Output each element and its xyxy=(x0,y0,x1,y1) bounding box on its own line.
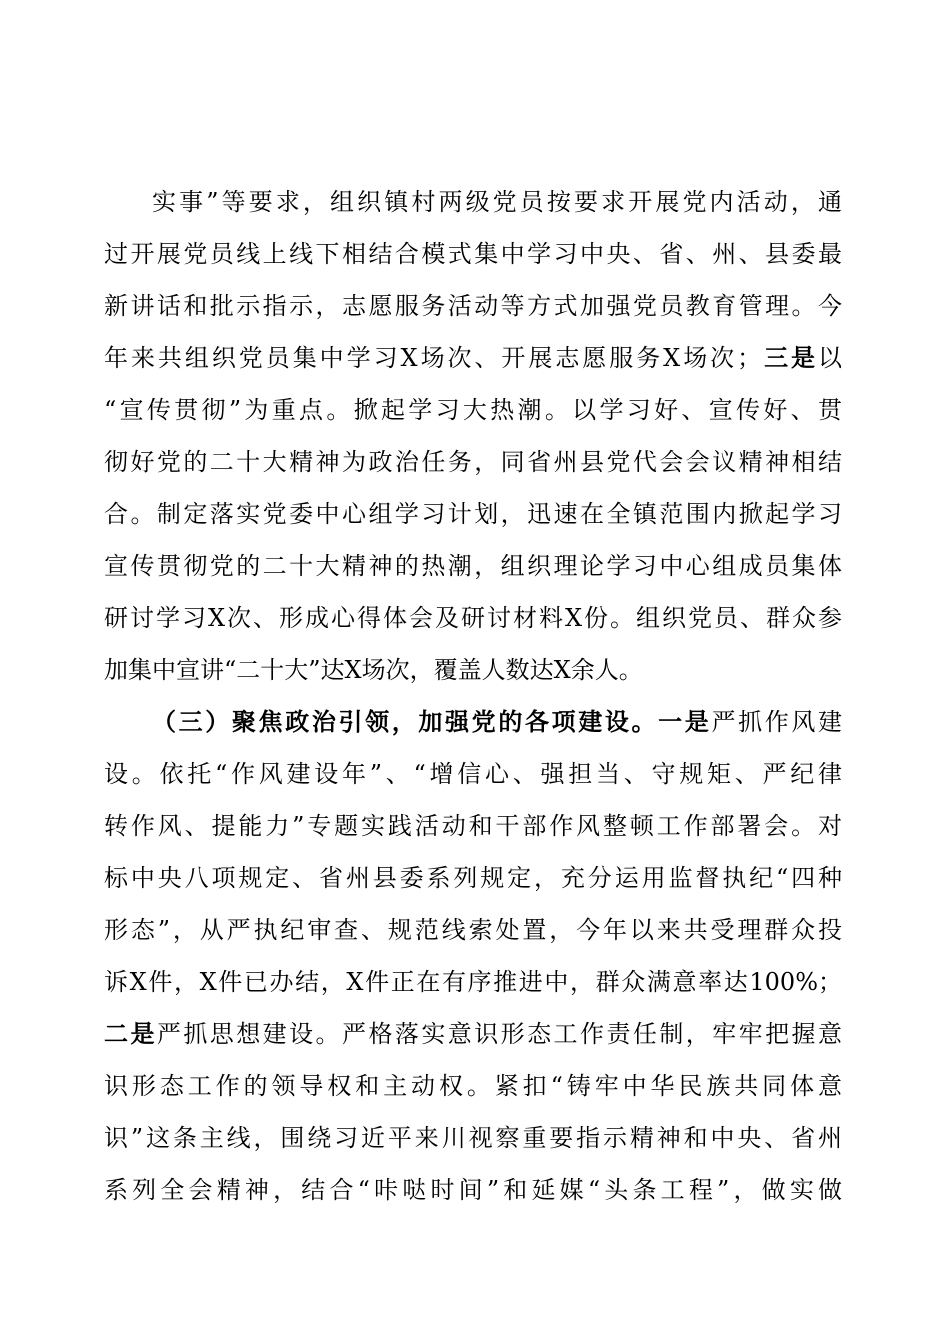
text-line: 年来共组织党员集中学习X场次、开展志愿服务X场次；三是以 xyxy=(104,343,842,372)
bold-phrase: 三是 xyxy=(761,343,819,372)
text-line: 新讲话和批示指示，志愿服务活动等方式加强党员教育管理。今 xyxy=(104,292,842,320)
text-line: 研讨学习X次、形成心得体会及研讨材料X份。组织党员、群众参 xyxy=(104,604,842,632)
bold-phrase: 二是 xyxy=(104,1019,157,1048)
text-line: 二是严抓思想建设。严格落实意识形态工作责任制，牢牢把握意 xyxy=(104,1019,842,1048)
text-line: 设。依托“作风建设年”、“增信心、强担当、守规矩、严纪律 xyxy=(104,760,842,788)
text-line: 实事”等要求，组织镇村两级党员按要求开展党内活动，通 xyxy=(152,188,842,216)
section-heading-line: （三）聚焦政治引领，加强党的各项建设。一是严抓作风建 xyxy=(152,707,842,736)
text-line: 彻好党的二十大精神为政治任务，同省州县党代会会议精神相结 xyxy=(104,448,842,476)
text-line: 形态”，从严执纪审查、规范线索处置，今年以来共受理群众投 xyxy=(104,916,842,944)
text-line: 合。制定落实党委中心组学习计划，迅速在全镇范围内掀起学习 xyxy=(104,500,842,528)
text-line: 转作风、提能力”专题实践活动和干部作风整顿工作部署会。对 xyxy=(104,812,842,840)
text-line: “宣传贯彻”为重点。掀起学习大热潮。以学习好、宣传好、贯 xyxy=(104,396,842,424)
text-line: 标中央八项规定、省州县委系列规定，充分运用监督执纪“四种 xyxy=(104,864,842,892)
section-heading: （三）聚焦政治引领，加强党的各项建设。一是 xyxy=(152,707,712,736)
text-line: 识形态工作的领导权和主动权。紧扣“铸牢中华民族共同体意 xyxy=(104,1072,842,1100)
text-line: 宣传贯彻党的二十大精神的热潮，组织理论学习中心组成员集体 xyxy=(104,552,842,580)
text-line: 过开展党员线上线下相结合模式集中学习中央、省、州、县委最 xyxy=(104,240,842,268)
text-line: 加集中宣讲“二十大”达X场次，覆盖人数达X余人。 xyxy=(104,656,643,684)
text-line: 识”这条主线，围绕习近平来川视察重要指示精神和中央、省州 xyxy=(104,1124,842,1152)
text-line: 诉X件，X件已办结，X件正在有序推进中，群众满意率达100%； xyxy=(104,968,842,996)
text-line: 系列全会精神，结合“咔哒时间”和延媒“头条工程”，做实做 xyxy=(104,1176,842,1204)
